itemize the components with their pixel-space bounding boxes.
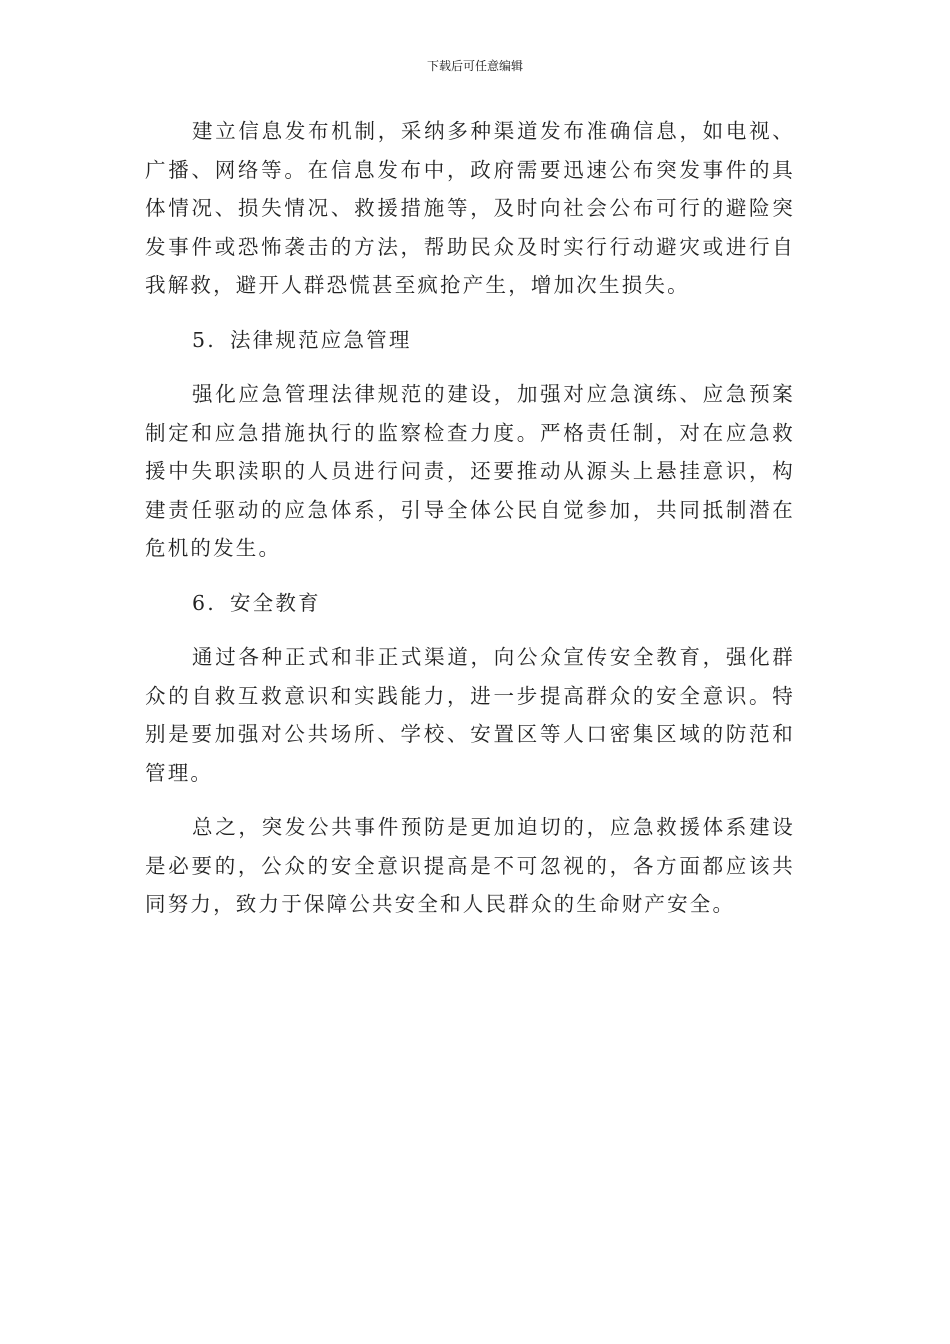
document-body: [145, 112, 795, 940]
section-title: 法律规范应急管理: [229, 327, 412, 352]
paragraph-legal-norms: 强化应急管理法律规范的建设，加强对应急演练、应急预案制定和应急措施执行的监察检查力度。严格责任制，对在应急救援中失职渎职的人员进行问责，还要推动从源头上悬挂意识，构建责任驱动的应急体系，引导全体公民自觉参加，共同抵制潜在危机的发生。: [145, 382, 795, 560]
section-number: 6.: [192, 590, 216, 615]
section-heading-6: [145, 584, 795, 623]
section-number: 5.: [192, 327, 216, 352]
paragraph-summary: 总之，突发公共事件预防是更加迫切的，应急救援体系建设是必要的，公众的安全意识提高是不可忽视的，各方面都应该共同努力，致力于保障公共安全和人民群众的生命财产安全。: [145, 815, 795, 916]
paragraph-safety-education: 通过各种正式和非正式渠道，向公众宣传安全教育，强化群众的自救互救意识和实践能力，进一步提高群众的安全意识。特别是要加强对公共场所、学校、安置区等人口密集区域的防范和管理。: [145, 645, 795, 785]
section-heading-5: [145, 321, 795, 360]
page-header: 下载后可任意编辑: [426, 59, 523, 73]
section-title: 安全教育: [229, 590, 321, 615]
paragraph-information-release: 建立信息发布机制，采纳多种渠道发布准确信息，如电视、广播、网络等。在信息发布中，政府需要迅速公布突发事件的具体情况、损失情况、救援措施等，及时向社会公布可行的避险突发事件或恐怖袭击的方法，帮助民众及时实行行动避灾或进行自我解救，避开人群恐慌甚至疯抢产生，增加次生损失。: [145, 119, 795, 297]
